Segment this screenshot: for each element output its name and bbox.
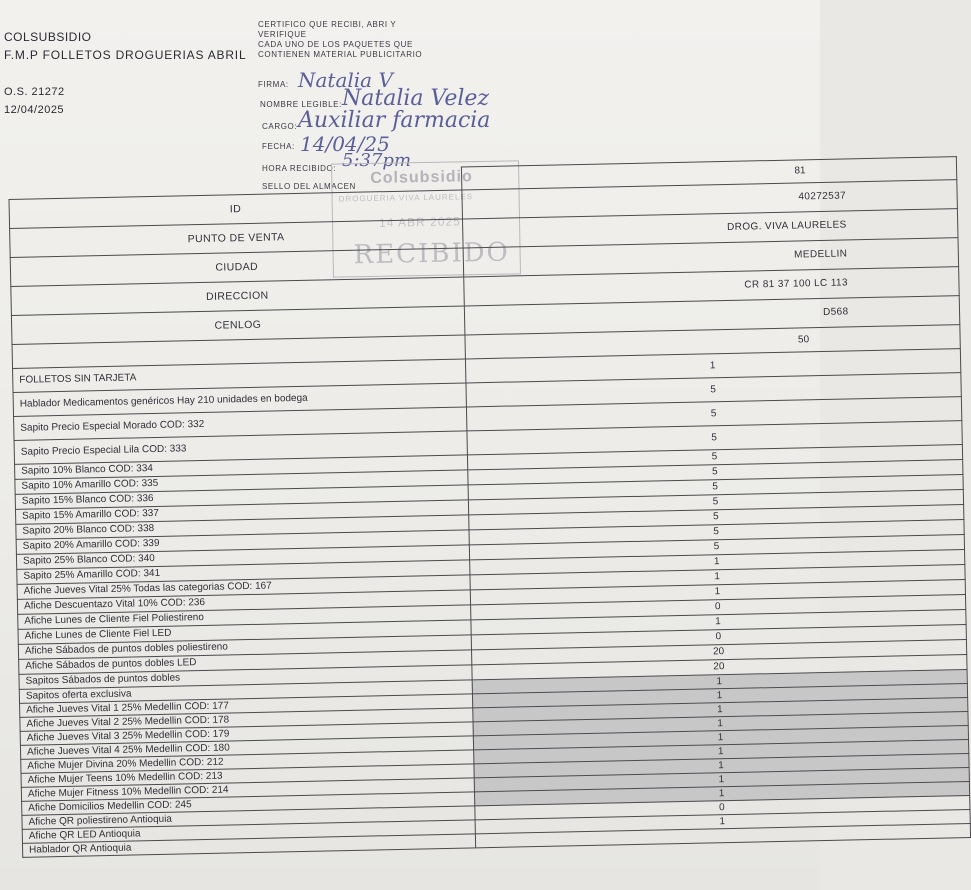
item-name: Afiche Jueves Vital 2 25% Medellin COD: 178 — [20, 708, 473, 731]
info-value: D568 — [464, 296, 959, 335]
item-name: Sapito 20% Blanco COD: 338 — [16, 515, 469, 539]
item-name: Afiche Jueves Vital 4 25% Medellin COD: 180 — [20, 736, 473, 759]
item-qty: 5 — [466, 397, 961, 431]
fecha-value: 14/04/25 — [300, 132, 390, 156]
sello-label: SELLO DEL ALMACEN — [262, 182, 356, 191]
item-qty: 0 — [471, 625, 966, 650]
item-qty: 1 — [472, 684, 967, 708]
order-number: O.S. 21272 — [4, 86, 65, 98]
info-label: CENLOG — [11, 306, 464, 344]
certify-line-4: CONTIENEN MATERIAL PUBLICITARIO — [258, 50, 423, 59]
hora-value: 5:37pm — [342, 150, 412, 171]
item-qty: 1 — [473, 740, 968, 764]
stamp-date: 14 ABR 2025 — [378, 214, 461, 230]
item-qty: 1 — [473, 712, 968, 736]
item-name: Afiche QR poliestireno Antioquia — [22, 806, 475, 829]
info-value: MEDELLIN — [463, 238, 958, 277]
cenlog-total: 50 — [464, 325, 959, 359]
item-qty: 1 — [474, 782, 969, 806]
item-name: Afiche Domicilios Medellin COD: 245 — [22, 792, 475, 815]
firma-value: Natalia V — [298, 68, 393, 92]
hora-label: HORA RECIBIDO: — [262, 164, 337, 173]
document-subtitle: F.M.P FOLLETOS DROGUERIAS ABRIL — [4, 48, 247, 62]
item-qty: 20 — [471, 655, 966, 680]
certify-line-1: CERTIFICO QUE RECIBI, ABRI Y — [258, 20, 397, 29]
item-name: Afiche Lunes de Cliente Fiel LED — [18, 620, 471, 644]
document-date: 12/04/2025 — [4, 104, 65, 116]
item-qty: 20 — [471, 640, 966, 665]
item-name: Sapitos oferta exclusiva — [19, 680, 472, 703]
item-qty: 5 — [468, 505, 963, 530]
item-name: Afiche QR LED Antioquia — [22, 820, 475, 843]
firma-label: FIRMA: — [258, 80, 289, 89]
item-qty: 1 — [469, 565, 964, 590]
item-qty: 5 — [467, 460, 962, 485]
cargo-label: CARGO: — [262, 122, 298, 131]
item-name: Afiche Descuentazo Vital 10% COD: 236 — [17, 590, 470, 614]
item-name: Sapito 10% Blanco COD: 334 — [15, 455, 468, 479]
item-qty: 1 — [469, 550, 964, 575]
item-qty: 5 — [467, 445, 962, 470]
company-name: COLSUBSIDIO — [4, 30, 92, 44]
item-qty: 1 — [475, 810, 970, 834]
stamp-status: RECIBIDO — [353, 237, 511, 271]
item-qty: 5 — [465, 373, 960, 407]
certify-line-3: CADA UNO DE LOS PAQUETES QUE — [258, 40, 413, 49]
stamp-brand: Colsubsidio — [370, 168, 473, 187]
item-qty: 0 — [474, 796, 969, 820]
info-label: PUNTO DE VENTA — [10, 219, 463, 257]
item-qty: 1 — [470, 580, 965, 605]
stamp-store: DROGUERIA VIVA LAURELES — [338, 192, 474, 204]
item-name: Sapito Precio Especial Morado COD: 332 — [14, 407, 467, 440]
item-name: Afiche Sábados de puntos dobles LED — [19, 650, 472, 674]
item-qty: 1 — [473, 754, 968, 778]
info-label: ID — [9, 190, 462, 228]
item-name: Afiche Sábados de puntos dobles poliestireno — [18, 635, 471, 659]
cargo-value: Auxiliar farmacia — [298, 108, 491, 133]
item-qty: 0 — [470, 595, 965, 620]
item-qty: 1 — [465, 349, 960, 383]
item-name: Afiche Jueves Vital 1 25% Medellin COD: 177 — [20, 694, 473, 717]
nombre-value: Natalia Velez — [342, 86, 490, 111]
item-qty: 5 — [469, 535, 964, 560]
info-value: CR 81 37 100 LC 113 — [463, 267, 958, 306]
info-value: DROG. VIVA LAURELES — [462, 209, 957, 248]
item-name: Hablador Medicamentos genéricos Hay 210 unidades en bodega — [13, 383, 466, 416]
item-qty: 1 — [474, 768, 969, 792]
item-name: Sapitos Sábados de puntos dobles — [19, 665, 472, 689]
item-name: Sapito 20% Amarillo COD: 339 — [16, 530, 469, 554]
item-qty: 5 — [469, 520, 964, 545]
item-name: Afiche Lunes de Cliente Fiel Poliestireno — [18, 605, 471, 629]
item-name: Afiche Jueves Vital 3 25% Medellin COD: 179 — [20, 722, 473, 745]
item-qty: 5 — [468, 490, 963, 515]
item-name: Sapito 25% Blanco COD: 340 — [16, 545, 469, 569]
item-name: Sapito 25% Amarillo COD: 341 — [17, 560, 470, 584]
certify-line-2: VERIFIQUE — [258, 30, 307, 39]
item-name: FOLLETOS SIN TARJETA — [13, 359, 466, 392]
materials-table — [8, 156, 971, 858]
item-qty: 5 — [466, 421, 961, 455]
item-name: Hablador QR Antioquia — [22, 834, 475, 857]
fecha-label: FECHA: — [262, 142, 295, 151]
item-name: Sapito Precio Especial Lila COD: 333 — [14, 431, 467, 464]
item-name: Afiche Mujer Divina 20% Medellin COD: 212 — [21, 750, 474, 773]
info-label: CIUDAD — [10, 248, 463, 286]
certify-text — [258, 20, 422, 60]
item-name: Sapito 10% Amarillo COD: 335 — [15, 470, 468, 494]
item-qty: 1 — [472, 698, 967, 722]
item-qty: 1 — [470, 610, 965, 635]
item-name: Sapito 15% Blanco COD: 336 — [15, 485, 468, 509]
item-name: Sapito 15% Amarillo COD: 337 — [15, 500, 468, 524]
item-name: Afiche Mujer Teens 10% Medellin COD: 213 — [21, 764, 474, 787]
item-qty: 1 — [472, 670, 967, 694]
item-name: Afiche Jueves Vital 25% Todas las categorias COD: 167 — [17, 575, 470, 599]
item-qty: 5 — [468, 475, 963, 500]
info-value: 40272537 — [461, 180, 956, 219]
item-name: Afiche Mujer Fitness 10% Medellin COD: 214 — [21, 778, 474, 801]
info-label: DIRECCION — [11, 277, 464, 315]
top-total: 81 — [461, 157, 956, 190]
nombre-label: NOMBRE LEGIBLE: — [260, 100, 342, 109]
item-qty: 1 — [473, 726, 968, 750]
